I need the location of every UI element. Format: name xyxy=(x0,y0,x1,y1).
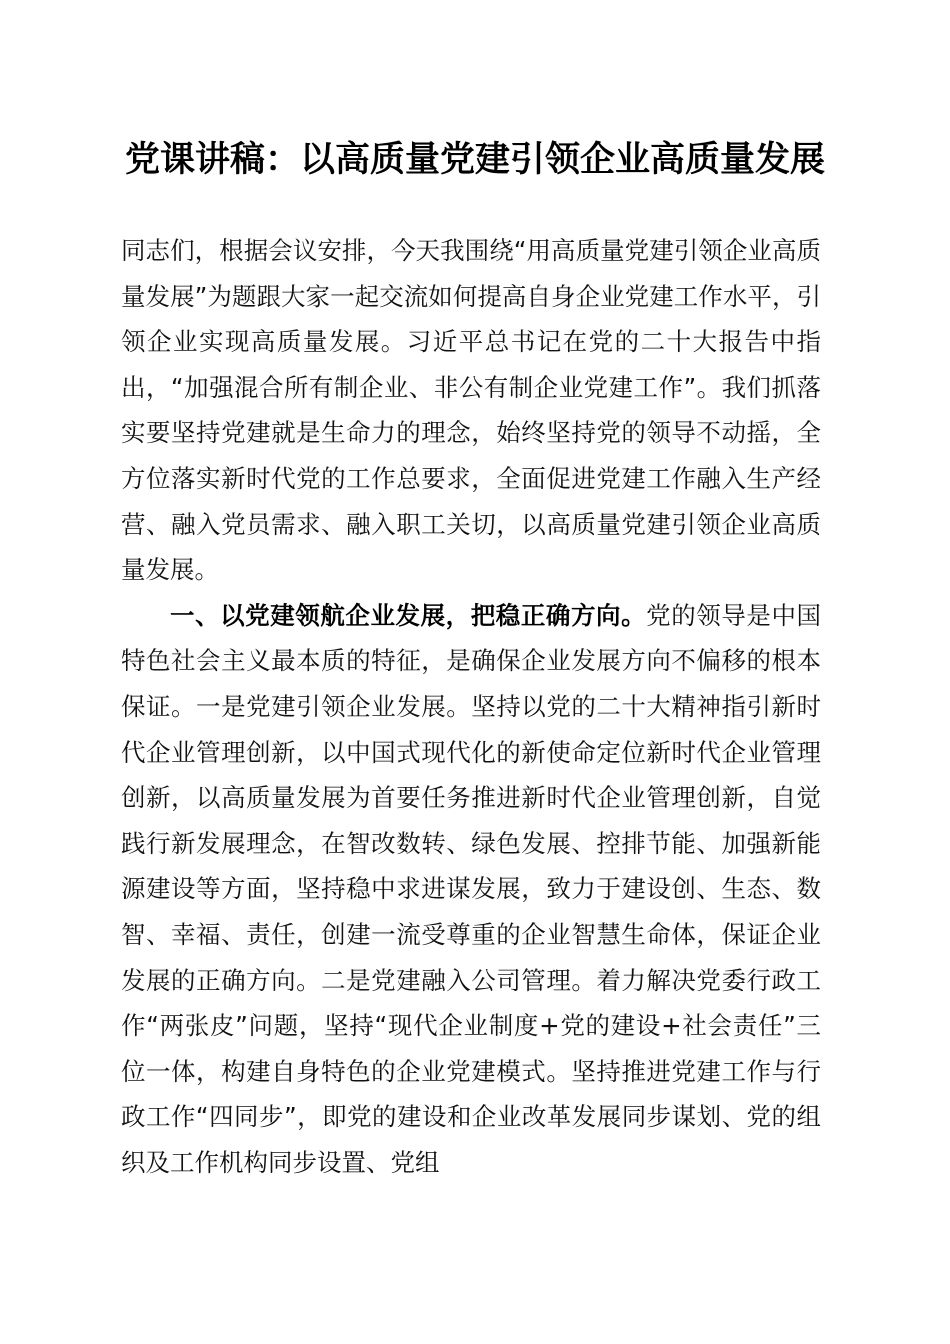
document-title: 党课讲稿：以高质量党建引领企业高质量发展 xyxy=(124,139,825,180)
intro-paragraph-text: 同志们，根据会议安排，今天我围绕“用高质量党建引领企业高质量发展”为题跟大家一起交流如何提高自身企业党建工作水平，引领企业实现高质量发展。习近平总书记在党的二十大报告中指出，“加强混合所有制企业、非公有制企业党建工作”。我们抓落实要坚持党建就是生命力的理念，始终坚持党的领导不动摇，全方位落实新时代党的工作总要求，全面促进党建工作融入生产经营、融入党员需求、融入职工关切，以高质量党建引领企业高质量发展。 xyxy=(121,236,821,585)
section-one-paragraph xyxy=(121,593,821,1186)
section-one-text: 党的领导是中国特色社会主义最本质的特征，是确保企业发展方向不偏移的根本保证。一是党建引领企业发展。坚持以党的二十大精神指引新时代企业管理创新，以中国式现代化的新使命定位新时代企业管理创新，以高质量发展为首要任务推进新时代企业管理创新，自觉践行新发展理念，在智改数转、绿色发展、控排节能、加强新能源建设等方面，坚持稳中求进谋发展，致力于建设创、生态、数智、幸福、责任，创建一流受尊重的企业智慧生命体，保证企业发展的正确方向。二是党建融入公司管理。着力解决党委行政工作“两张皮”问题，坚持“现代企业制度+党的建设+社会责任”三位一体，构建自身特色的企业党建模式。坚持推进党建工作与行政工作“四同步”，即党的建设和企业改革发展同步谋划、党的组织及工作机构同步设置、党组 xyxy=(121,600,821,1177)
section-one-heading: 一、以党建领航企业发展，把稳正确方向。 xyxy=(170,600,647,630)
document-body xyxy=(121,228,821,1185)
intro-paragraph xyxy=(121,228,821,593)
